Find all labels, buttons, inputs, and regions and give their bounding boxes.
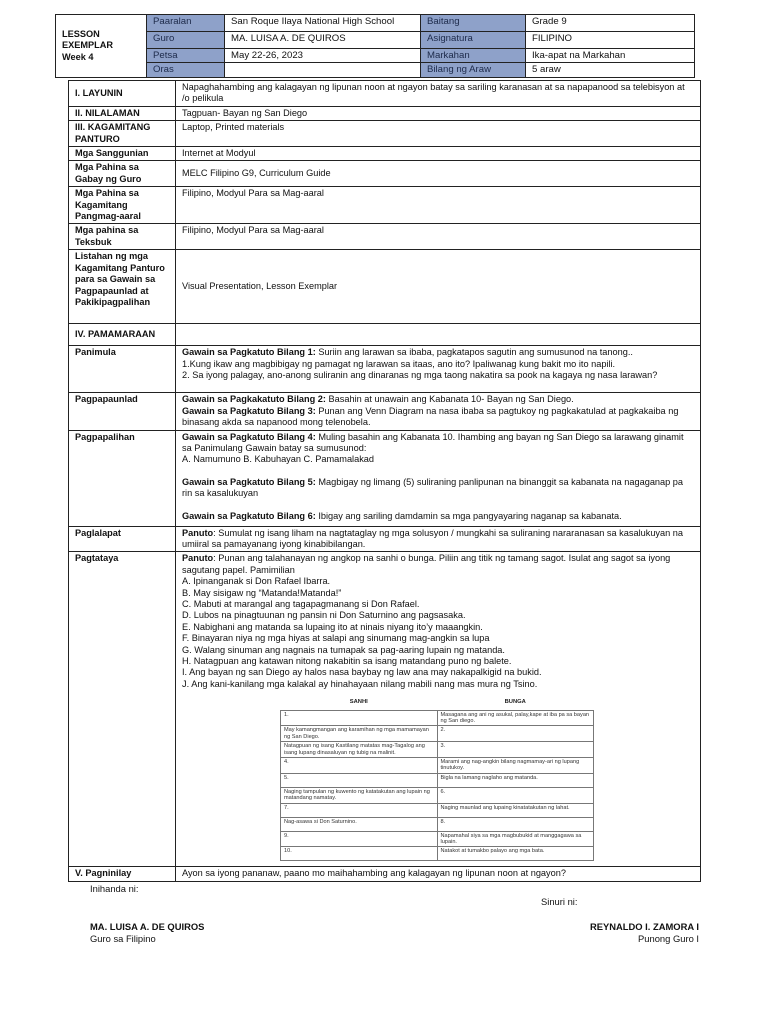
pagpapalihan-label: Pagpapalihan <box>69 430 176 526</box>
tanong-2: 2. Sa iyong palagay, ano-anong suliranin ang dinaranas ng mga taong nakatira sa pook na kagaya ng nasa larawan? <box>182 370 658 381</box>
pagpapaunlad-label: Pagpapaunlad <box>69 393 176 430</box>
gawain-1-heading: Gawain sa Pagkatuto Bilang 1: <box>182 347 316 358</box>
table-row <box>281 787 594 803</box>
petsa-label: Petsa <box>147 49 225 63</box>
paaralan-label: Paaralan <box>147 15 225 32</box>
sanhi-cell: 5. <box>281 773 438 787</box>
choice-a: A. Ipinanganak si Don Rafael Ibarra. <box>182 576 331 587</box>
bunga-cell: 3. <box>437 742 594 758</box>
sanggunian-label: Mga Sanggunian <box>69 147 176 161</box>
kagamitang-mag-aaral-text: Filipino, Modyul Para sa Mag-aaral <box>176 187 701 224</box>
bunga-cell: 2. <box>437 726 594 742</box>
paglalapat-panuto-label: Panuto <box>182 527 214 538</box>
pagtataya-label: Pagtataya <box>69 552 176 867</box>
table-row <box>281 831 594 847</box>
bunga-cell: Naging maunlad ang lupaing kinatatakutan ng lahat. <box>437 803 594 817</box>
prepared-by-name: MA. LUISA A. DE QUIROS <box>90 921 205 932</box>
choice-j: J. Ang kani-kanilang mga kalakal ay hinahayaan nilang mabili nang mas mura ng Tsino. <box>182 678 538 689</box>
sanhi-cell: 9. <box>281 831 438 847</box>
panimula-content <box>176 346 701 393</box>
bunga-cell: Napamahal siya sa mga magbubukid at manggagawa sa lupain. <box>437 831 594 847</box>
nilalaman-text: Tagpuan- Bayan ng San Diego <box>176 106 701 120</box>
bilang-ng-araw-label: Bilang ng Araw <box>421 63 526 77</box>
sanhi-cell: 10. <box>281 847 438 861</box>
table-row <box>281 817 594 831</box>
checked-by-name: REYNALDO I. ZAMORA I <box>589 921 699 932</box>
table-row <box>281 758 594 774</box>
paglalapat-label: Paglalapat <box>69 526 176 552</box>
layunin-label: I. LAYUNIN <box>69 81 176 107</box>
choice-d: D. Lubos na pinagtuunan ng pansin ni Don Saturnino ang pagsasaka. <box>182 610 466 621</box>
nilalaman-label: II. NILALAMAN <box>69 106 176 120</box>
gawain-6-text: Ibigay ang sariling damdamin sa mga pangyayaring naganap sa kabanata. <box>315 510 622 521</box>
baitang-value: Grade 9 <box>526 15 695 32</box>
gabay-text: MELC Filipino G9, Curriculum Guide <box>176 161 701 187</box>
sanggunian-text: Internet at Modyul <box>176 147 701 161</box>
markahan-label: Markahan <box>421 49 526 63</box>
bunga-cell: Natakot at tumakbo palayo ang mga bata. <box>437 847 594 861</box>
gawain-1-text: Suriin ang larawan sa ibaba, pagkatapos sagutin ang sumusunod na tanong.. <box>315 347 633 358</box>
petsa-value: May 22-26, 2023 <box>225 49 421 63</box>
prepared-by-label: Inihanda ni: <box>90 883 139 894</box>
gawain-2-heading: Gawain sa Pagkakatuto Bilang 2: <box>182 394 326 405</box>
guro-value: MA. LUISA A. DE QUIROS <box>225 32 421 49</box>
gawain-3-heading: Gawain sa Pagkatuto Bilang 3: <box>182 405 316 416</box>
paglalapat-panuto-text: : Sumulat ng isang liham na nagtataglay ng mga solusyon / mungkahi sa suliraning nararanasan sa kasalukuyan na umiiral sa pamayanang iyong kinabibilangan. <box>182 527 684 549</box>
pagtataya-panuto-label: Panuto <box>182 553 214 564</box>
bunga-cell: Masagana ang ani ng asukal, palay,kape at iba pa sa bayan ng San diego. <box>437 710 594 726</box>
teksbuk-label: Mga pahina sa Teksbuk <box>69 224 176 250</box>
sanhi-header: SANHI <box>349 699 368 706</box>
bilang-ng-araw-value: 5 araw <box>526 63 695 77</box>
oras-label: Oras <box>147 63 225 77</box>
choice-i: I. Ang bayan ng san Diego ay halos nasa baybay ng law ana may nakapalkigid na bukid. <box>182 667 542 678</box>
markahan-value: Ika-apat na Markahan <box>526 49 695 63</box>
baitang-label: Baitang <box>421 15 526 32</box>
choice-f: F. Binayaran niya ng mga hiyas at salapi ang sinumang mag-angkin sa lupa <box>182 633 490 644</box>
checked-by-label: Sinuri ni: <box>541 896 578 907</box>
bunga-cell: Bigla na lamang naglaho ang matanda. <box>437 773 594 787</box>
oras-value <box>225 63 421 77</box>
listahan-label: Listahan ng mga Kagamitang Panturo para sa Gawain sa Pagpapaunlad at Pakikipagpalihan <box>69 250 176 324</box>
panimula-label: Panimula <box>69 346 176 393</box>
gawain-5-text: Magbigay ng limang (5) suliraning panlipunan na binanggit sa kabanata na nagaganap pa rin sa kasalukuyan <box>182 476 684 499</box>
choice-h: H. Natagpuan ang katawan nitong nakabitin sa isang matandang puno ng balete. <box>182 655 512 666</box>
choice-c: C. Mabuti at marangal ang tagapagmanang si Don Rafael. <box>182 598 420 609</box>
bunga-cell: 6. <box>437 787 594 803</box>
table-row <box>281 726 594 742</box>
gawain-4-heading: Gawain sa Pagkatuto Bilang 4: <box>182 431 316 442</box>
pagtataya-content <box>176 552 701 867</box>
pagpapaunlad-content <box>176 393 701 430</box>
kagamitang-mag-aaral-label: Mga Pahina sa Kagamitang Pangmag-aaral <box>69 187 176 224</box>
teksbuk-text: Filipino, Modyul Para sa Mag-aaral <box>176 224 701 250</box>
table-row <box>281 773 594 787</box>
gabay-label: Mga Pahina sa Gabay ng Guro <box>69 161 176 187</box>
gawain-3-text: Punan ang Venn Diagram na nasa ibaba sa pagtukoy ng pagkakatulad at pagkakaiba ng binasang akda sa napanood mong telenobela. <box>182 405 679 428</box>
sanhi-cell: 1. <box>281 710 438 726</box>
pamamaraan-label: IV. PAMAMARAAN <box>69 324 176 346</box>
gawain-4-text: Muling basahin ang Kabanata 10. Ihambing ang bayan ng San Diego sa larawang ginamit sa Panimulang Gawain batay sa sumusunod: <box>182 431 684 453</box>
sanhi-cell: 7. <box>281 803 438 817</box>
kagamitang-text: Laptop, Printed materials <box>176 121 701 147</box>
gawain-4-options: A. Namumuno B. Kabuhayan C. Pamamalakad <box>182 454 375 465</box>
sanhi-cell: Naging tampulan ng kuwento ng katatakutan ang lupain ng matandang namatay. <box>281 787 438 803</box>
guro-label: Guro <box>147 32 225 49</box>
gawain-5-heading: Gawain sa Pagkatuto Bilang 5: <box>182 476 316 487</box>
sanhi-cell: Natagpuan ng isang Kastilang matatas mag-Tagalog ang isang lupang dinasaluyan ng tubig na malinit. <box>281 742 438 758</box>
sanhi-cell: Nag-asawa si Don Saturnino. <box>281 817 438 831</box>
choice-b: B. May sisigaw ng “Matanda!Matanda!” <box>182 587 342 598</box>
pagtataya-panuto-text: : Punan ang talahanayan ng angkop na sanhi o bunga. Piliin ang titik ng tamang sagot. Isulat ang sagot sa iyong sagutang papel. Pamimilian <box>182 553 671 575</box>
paaralan-value: San Roque Ilaya National High School <box>225 15 421 32</box>
tanong-1: 1.Kung ikaw ang magbibigay ng pamagat ng larawan sa itaas, ano ito? Ipaliwanag kung bakit mo ito napili. <box>182 358 616 369</box>
table-row <box>281 742 594 758</box>
pagninilay-label: V. Pagninilay <box>69 867 176 882</box>
lesson-text: LESSON <box>62 28 100 39</box>
asignatura-label: Asignatura <box>421 32 526 49</box>
sanhi-cell: May kamangmangan ang karamihan ng mga mamamayan ng San Diego. <box>281 726 438 742</box>
pagpapalihan-content <box>176 430 701 526</box>
exemplar-text: EXEMPLAR <box>62 40 114 51</box>
layunin-text: Napaghahambing ang kalagayan ng lipunan noon at ngayon batay sa sariling karanasan at sa napapanood sa telebisyon at /o pelikula <box>176 81 701 107</box>
week-text: Week 4 <box>62 51 94 62</box>
bunga-cell: 8. <box>437 817 594 831</box>
pamamaraan-empty <box>176 324 701 346</box>
sanhi-cell: 4. <box>281 758 438 774</box>
choice-g: G. Walang sinuman ang nagnais na tumapak sa pag-aaring lupain ng matanda. <box>182 644 505 655</box>
asignatura-value: FILIPINO <box>526 32 695 49</box>
gawain-6-heading: Gawain sa Pagkatuto Bilang 6: <box>182 510 316 521</box>
bunga-header: BUNGA <box>504 699 526 706</box>
prepared-by-title: Guro sa Filipino <box>90 933 156 944</box>
lesson-plan-table <box>68 80 701 882</box>
choice-e: E. Nabighani ang matanda sa lupaing ito at ninais niyang ito’y maaangkin. <box>182 621 483 632</box>
listahan-text: Visual Presentation, Lesson Exemplar <box>176 250 701 324</box>
table-row <box>281 847 594 861</box>
lesson-exemplar-label <box>56 15 147 78</box>
header-table <box>55 14 695 78</box>
bunga-cell: Marami ang nag-angkin bilang nagmamay-ari ng lupang tinutukoy. <box>437 758 594 774</box>
table-row <box>281 803 594 817</box>
paglalapat-content <box>176 526 701 552</box>
checked-by-title: Punong Guro I <box>638 933 699 944</box>
table-row <box>281 710 594 726</box>
sanhi-bunga-table <box>280 696 594 861</box>
gawain-2-text: Basahin at unawain ang Kabanata 10- Bayan ng San Diego. <box>325 394 574 405</box>
pagninilay-text: Ayon sa iyong pananaw, paano mo maihahambing ang kalagayan ng lipunan noon at ngayon? <box>176 867 701 882</box>
kagamitang-label: III. KAGAMITANG PANTURO <box>69 121 176 147</box>
